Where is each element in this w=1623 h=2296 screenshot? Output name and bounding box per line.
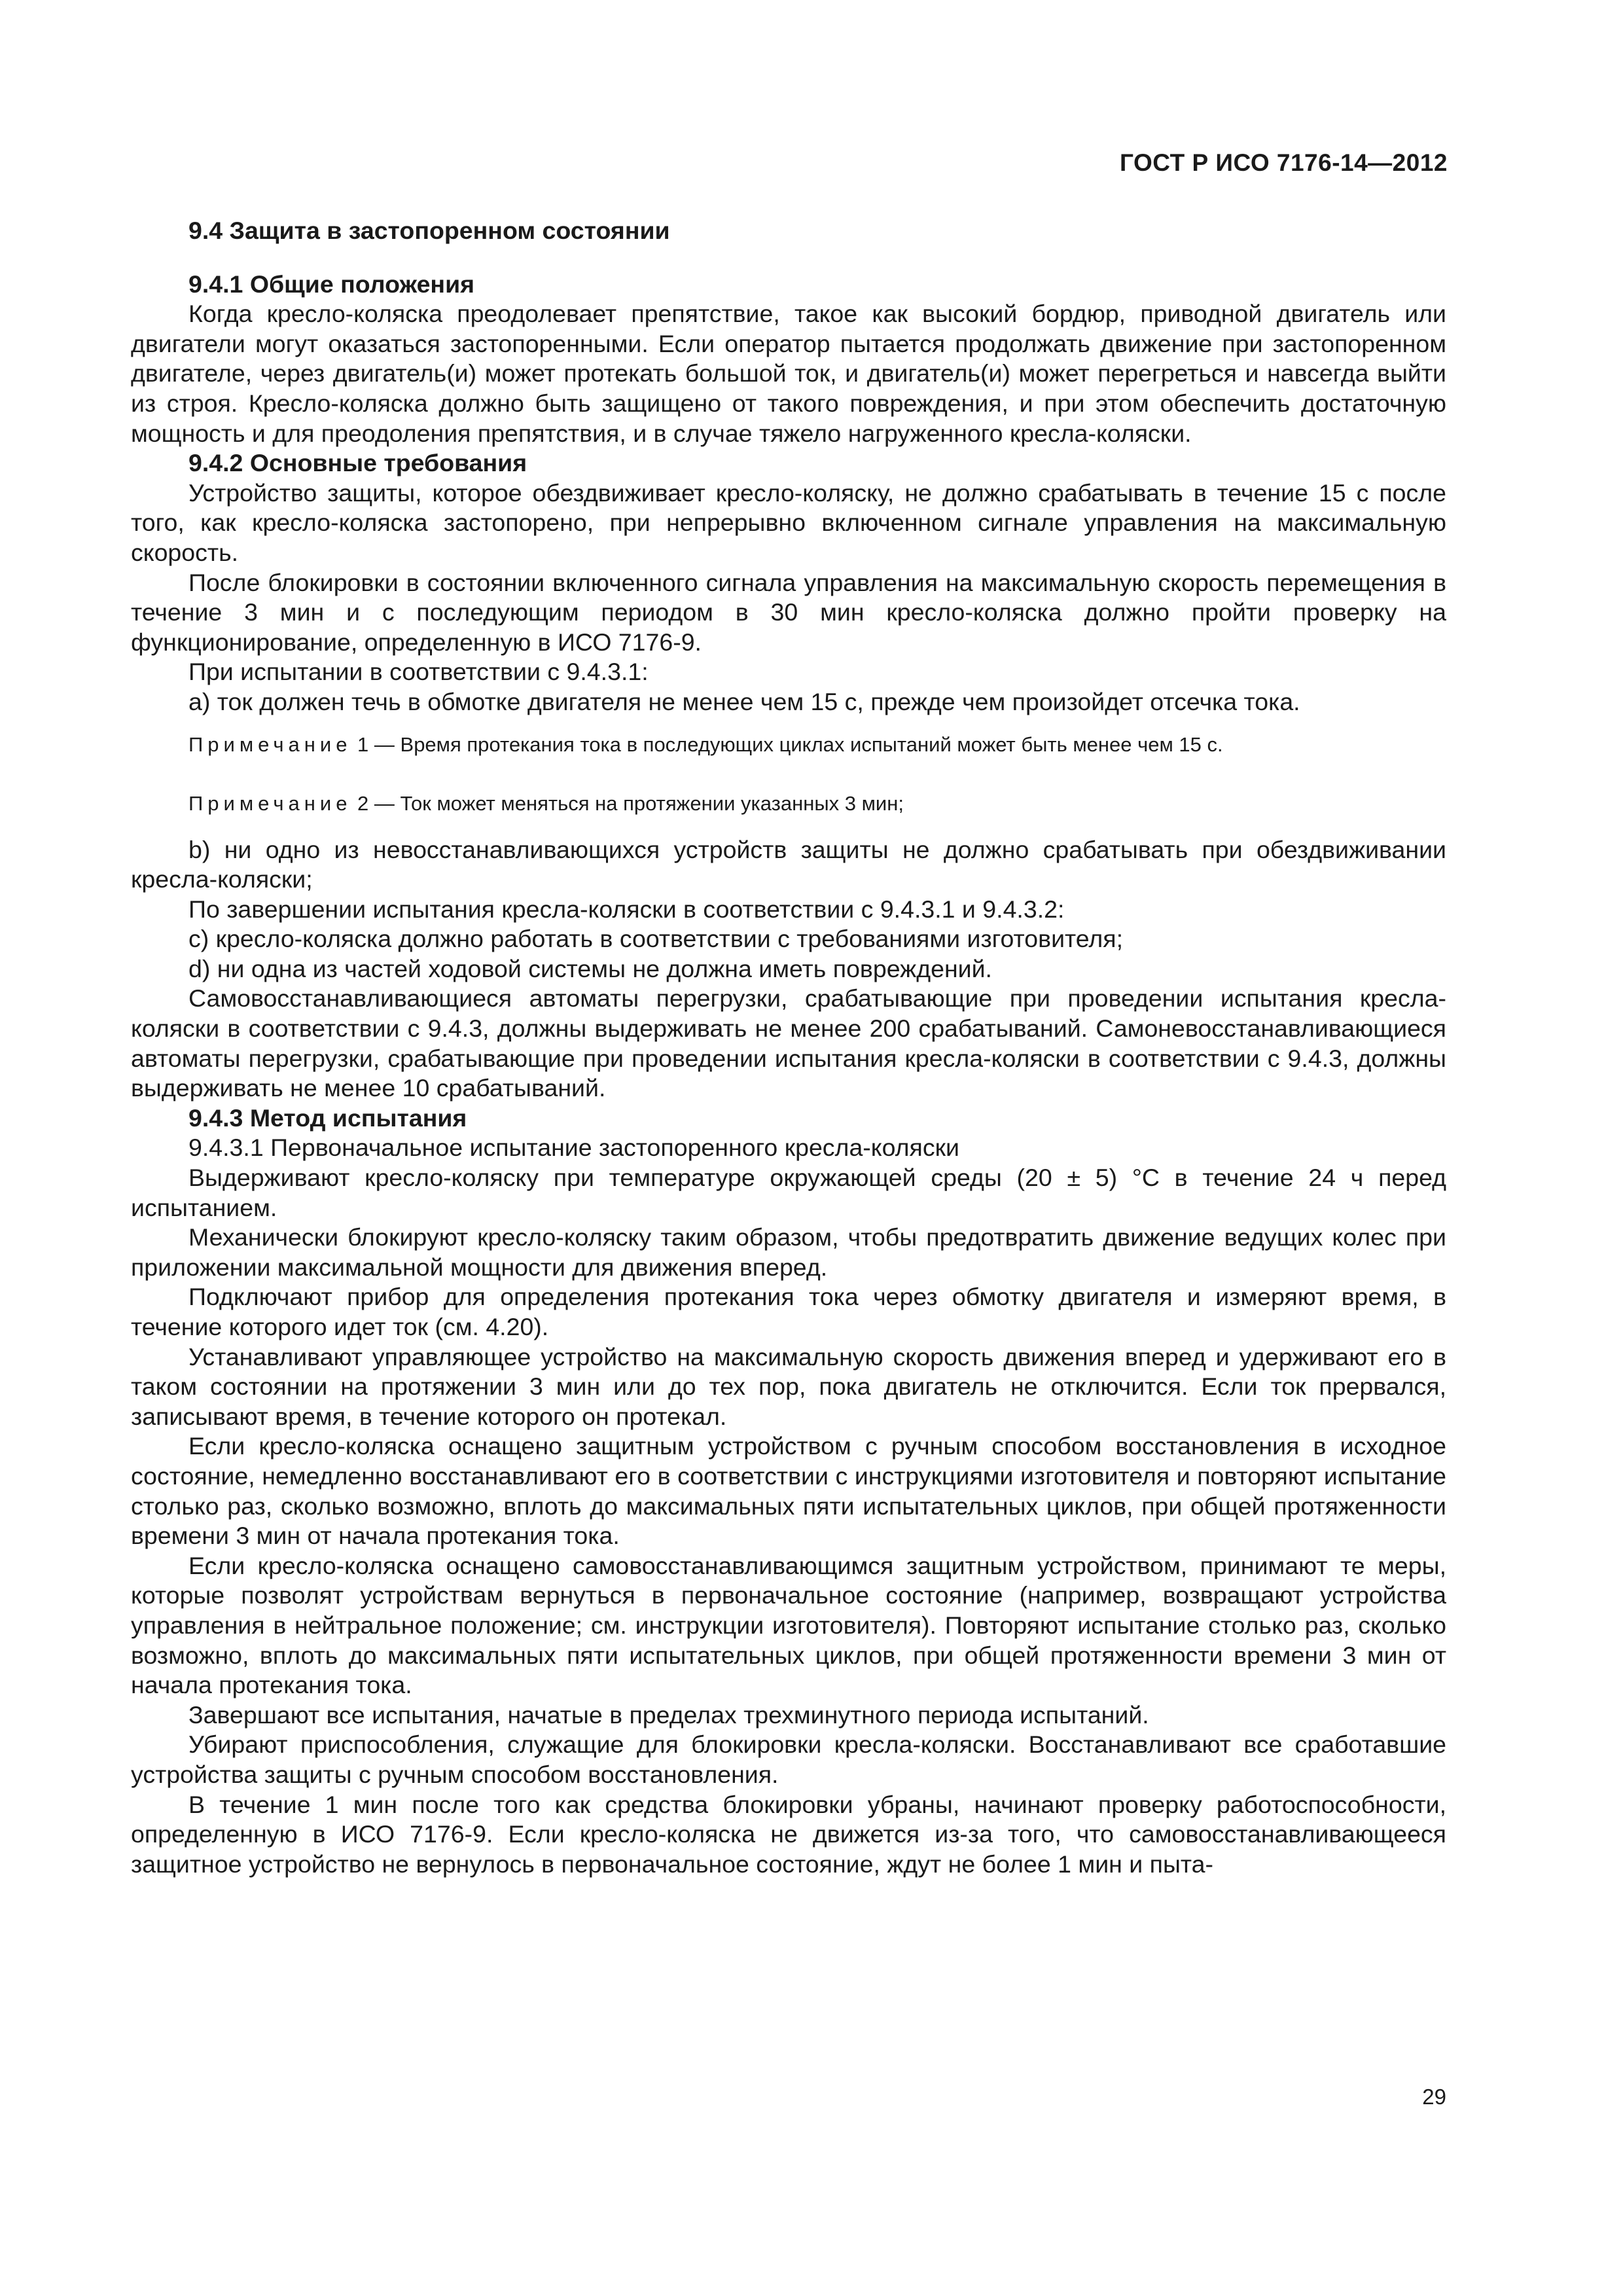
list-item-a: а) ток должен течь в обмотке двигателя не менее чем 15 с, прежде чем произойдет отсечка тока. <box>188 687 1300 715</box>
page-number: 29 <box>1422 2085 1446 2109</box>
note-text: 2 — Ток может меняться на протяжении указанных 3 мин; <box>351 791 904 815</box>
paragraph: Выдерживают кресло-коляску при температуре окружающей среды (20 ± 5) °С в течение 24 ч перед испытанием. <box>131 1164 1446 1221</box>
subsection-title-9-4-3-1: 9.4.3.1 Первоначальное испытание застопоренного кресла-коляски <box>188 1134 959 1162</box>
note-2 <box>131 791 1446 817</box>
paragraph: В течение 1 мин после того как средства блокировки убраны, начинают проверку работоспособности, определенную в ИСО 7176-9. Если кресло-коляска не движется из-за того, что самовосстанавливающееся защитное устройство не вернулось в первоначальное состояние, ждут не более 1 мин и пыта- <box>131 1790 1446 1878</box>
paragraph: При испытании в соответствии с 9.4.3.1: <box>188 658 649 686</box>
section-heading-9-4: 9.4 Защита в застопоренном состоянии <box>188 217 670 244</box>
note-label: Примечание <box>188 732 352 756</box>
list-item-d: d) ни одна из частей ходовой системы не должна иметь повреждений. <box>188 954 992 982</box>
paragraph: Самовосстанавливающиеся автоматы перегрузки, срабатывающие при проведении испытания кресла-коляски в соответствии с 9.4.3, должны выдерживать не менее 200 срабатываний. Самоневосстанавливающиеся автоматы перегрузки, срабатывающие при проведении испытания кресла-коляски в соответствии с 9.4.3, должны выдерживать не менее 10 срабатываний. <box>131 984 1446 1102</box>
paragraph: Подключают прибор для определения протекания тока через обмотку двигателя и измеряют время, в течение которого идет ток (см. 4.20). <box>131 1283 1446 1340</box>
document-code-header: ГОСТ Р ИСО 7176-14—2012 <box>1120 149 1448 176</box>
document-body <box>131 216 1446 1879</box>
section-heading-9-4-3: 9.4.3 Метод испытания <box>188 1103 467 1132</box>
paragraph: По завершении испытания кресла-коляски в соответствии с 9.4.3.1 и 9.4.3.2: <box>188 895 1065 923</box>
section-heading-9-4-1: 9.4.1 Общие положения <box>188 270 475 298</box>
note-label: Примечание <box>188 791 352 815</box>
paragraph: Когда кресло-коляска преодолевает препятствие, такое как высокий бордюр, приводной двигатель или двигатели могут оказаться застопоренными. Если оператор пытается продолжать движение при застопоренном двигателе, через двигатель(и) может протекать большой ток, и двигатель(и) может перегреться и навсегда выйти из строя. Кресло-коляска должно быть защищено от такого повреждения, и при этом обеспечить достаточную мощность и для преодоления препятствия, и в случае тяжело нагруженного кресла-коляски. <box>131 300 1446 447</box>
paragraph: Убирают приспособления, служащие для блокировки кресла-коляски. Восстанавливают все сработавшие устройства защиты с ручным способом восстановления. <box>131 1731 1446 1788</box>
note-text: 1 — Время протекания тока в последующих циклах испытаний может быть менее чем 15 с. <box>351 732 1223 756</box>
section-heading-9-4-2: 9.4.2 Основные требования <box>188 449 527 477</box>
paragraph: Устройство защиты, которое обездвиживает кресло-коляску, не должно срабатывать в течение 15 с после того, как кресло-коляска застопорено, при непрерывно включенном сигнале управления на максимальную скорость. <box>131 478 1446 566</box>
list-item-c: с) кресло-коляска должно работать в соответствии с требованиями изготовителя; <box>188 925 1123 953</box>
paragraph: Если кресло-коляска оснащено самовосстанавливающимся защитным устройством, принимают те меры, которые позволят устройствам вернуться в первоначальное состояние (например, возвращают устройства управления в нейтральное положение; см. инструкции изготовителя). Повторяют испытание столько раз, сколько возможно, вплоть до максимальных пяти испытательных циклов, при общей протяженности времени 3 мин от начала протекания тока. <box>131 1551 1446 1699</box>
paragraph: Если кресло-коляска оснащено защитным устройством с ручным способом восстановления в исходное состояние, немедленно восстанавливают его в соответствии с инструкциями изготовителя и повторяют испытание столько раз, сколько возможно, вплоть до максимальных пяти испытательных циклов, при общей протяженности времени 3 мин от начала протекания тока. <box>131 1432 1446 1550</box>
paragraph: После блокировки в состоянии включенного сигнала управления на максимальную скорость перемещения в течение 3 мин и с последующим периодом в 30 мин кресло-коляска должно пройти проверку на функционирование, определенную в ИСО 7176-9. <box>131 568 1446 656</box>
paragraph: Завершают все испытания, начатые в пределах трехминутного периода испытаний. <box>188 1700 1149 1729</box>
paragraph: Устанавливают управляющее устройство на максимальную скорость движения вперед и удерживают его в таком состоянии на протяжении 3 мин или до тех пор, пока двигатель не отключится. Если ток прервался, записывают время, в течение которого он протекал. <box>131 1342 1446 1430</box>
paragraph: Механически блокируют кресло-коляску таким образом, чтобы предотвратить движение ведущих колес при приложении максимальной мощности для движения вперед. <box>131 1223 1446 1281</box>
note-1 <box>131 732 1446 758</box>
list-item-b: b) ни одно из невосстанавливающихся устройств защиты не должно срабатывать при обездвиживании кресла-коляски; <box>131 835 1446 893</box>
